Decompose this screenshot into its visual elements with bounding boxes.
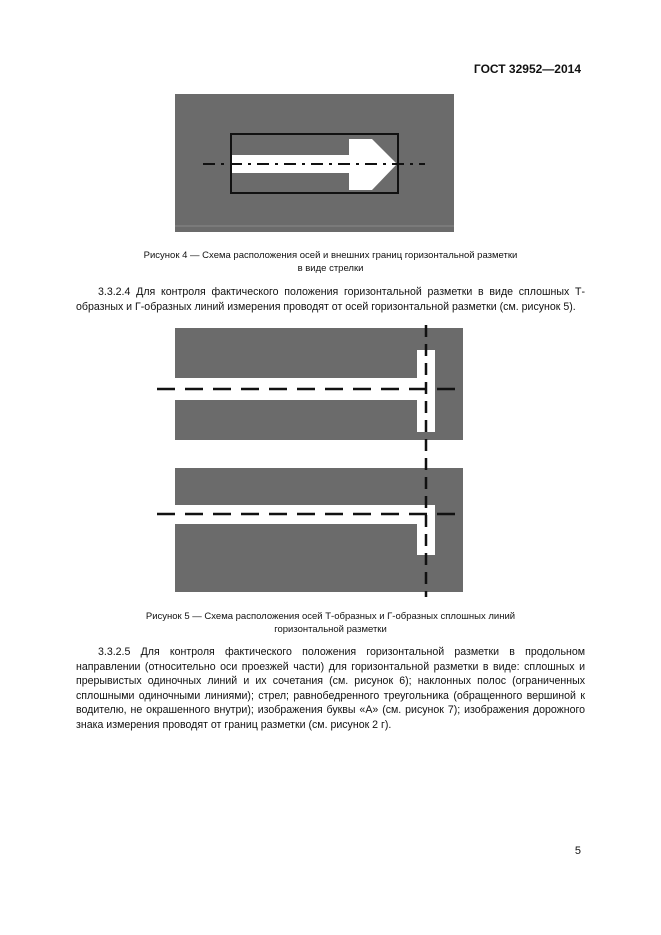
figure-5-caption-line-1: Рисунок 5 — Схема расположения осей Т-образных и Г-образных сплошных линий bbox=[145, 611, 516, 622]
paragraph-3-3-2-4-text: 3.3.2.4 Для контроля фактического положения горизонтальной разметки в виде сплошных Т-образных и Г-образных линий измерения проводят от осей горизонтальной разметки (см. рисунок 5). bbox=[76, 286, 585, 313]
document-header: ГОСТ 32952—2014 bbox=[473, 62, 581, 76]
figure-4-caption-line-2: в виде стрелки bbox=[297, 263, 364, 274]
figure-5-caption-line-2: горизонтальной разметки bbox=[274, 624, 387, 635]
paragraph-3-3-2-5-text: 3.3.2.5 Для контроля фактического положения горизонтальной разметки в продольном направлении (относительно оси проезжей части) для горизонтальной разметки в виде: сплошных и прерывистых одиночных линий и их сочетания (см. рисунок 6); наклонных полос (ограниченных сплошными одиночными линиями); стрел; равнобедренного треугольника (обращенного вершиной к водителю, не окрашенного внутри); изображения буквы «А» (см. рисунок 7); изображения дорожного знака измерения проводят от границ разметки (см. рисунок 2 г). bbox=[76, 646, 585, 731]
paragraph-3-3-2-4 bbox=[76, 285, 585, 314]
figure-5-t-l-diagram bbox=[155, 325, 465, 597]
figure-4-arrow-diagram bbox=[175, 94, 454, 232]
page-number: 5 bbox=[574, 845, 581, 857]
figure-4-caption-line-1: Рисунок 4 — Схема расположения осей и внешних границ горизонтальной разметки bbox=[143, 250, 518, 261]
paragraph-3-3-2-5 bbox=[76, 645, 585, 732]
